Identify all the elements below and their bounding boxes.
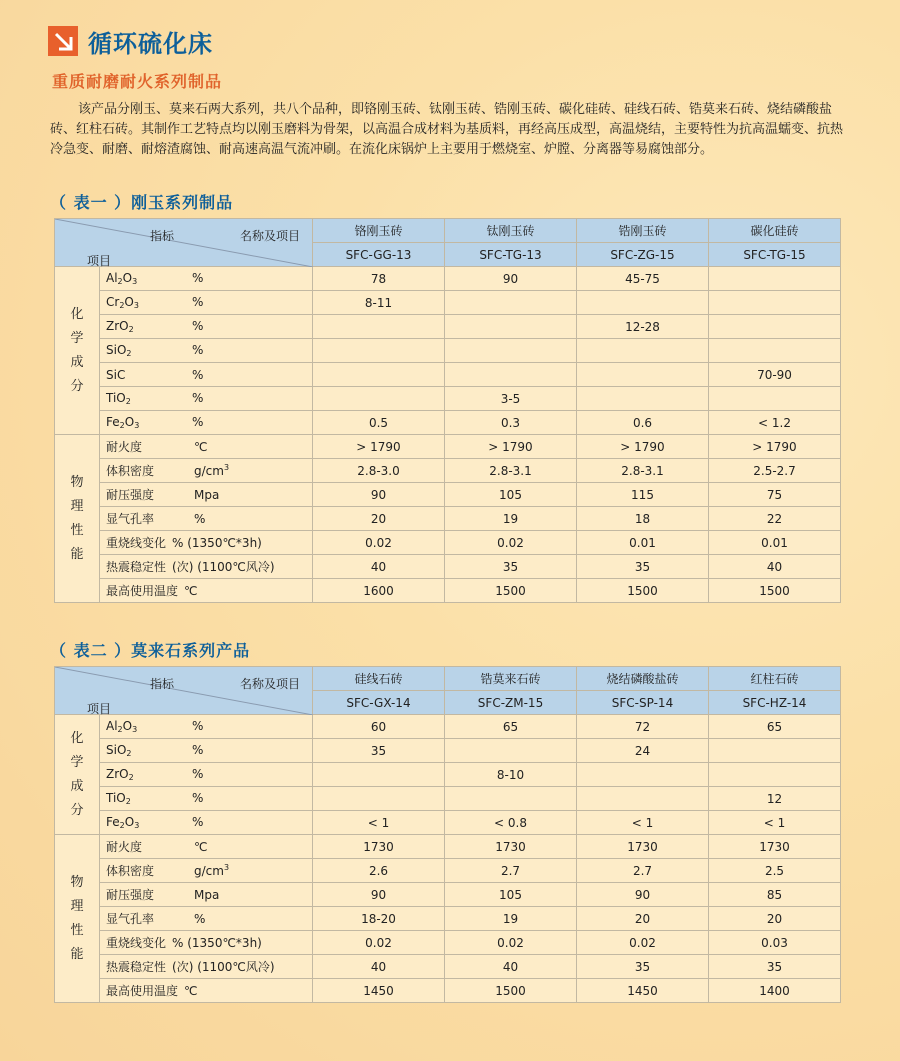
value-cell <box>445 787 577 811</box>
unit: % <box>192 367 204 382</box>
value-cell: 40 <box>313 955 445 979</box>
chem-row <box>55 763 841 787</box>
formula-cell <box>100 715 313 739</box>
value-cell <box>577 291 709 315</box>
value-cell: 1500 <box>445 579 577 603</box>
indicator-label: 指标 <box>150 229 175 243</box>
value-cell: 1450 <box>313 979 445 1003</box>
formula-part: 2 <box>125 797 131 806</box>
formula-part: 3 <box>132 725 138 734</box>
property-label: 显气孔率 <box>106 912 155 926</box>
value-cell <box>709 267 841 291</box>
value-cell <box>313 763 445 787</box>
phys-row <box>55 907 841 931</box>
value-cell: 0.5 <box>313 411 445 435</box>
value-cell: 40 <box>445 955 577 979</box>
property-label: 重烧线变化 <box>106 936 167 950</box>
section-header <box>48 24 213 58</box>
phys-row <box>55 531 841 555</box>
value-cell <box>445 739 577 763</box>
property-cell <box>100 579 313 603</box>
property-label: 显气孔率 <box>106 512 155 526</box>
formula-cell <box>100 291 313 315</box>
phys-row <box>55 931 841 955</box>
property-cell <box>100 979 313 1003</box>
value-cell: 20 <box>709 907 841 931</box>
value-cell: 105 <box>445 483 577 507</box>
property-label: 最高使用温度 <box>106 584 179 598</box>
formula <box>106 343 192 358</box>
unit: % <box>194 912 206 926</box>
chem-row <box>55 787 841 811</box>
mullite-spec-table <box>54 666 841 1003</box>
value-cell: 1730 <box>709 835 841 859</box>
value-cell: 35 <box>577 955 709 979</box>
item-label: 项目 <box>87 254 112 268</box>
formula-part: 2 <box>119 421 125 430</box>
phys-row <box>55 859 841 883</box>
formula-part: Fe <box>106 415 120 429</box>
formula <box>106 295 192 310</box>
value-cell: 0.6 <box>577 411 709 435</box>
formula-cell <box>100 787 313 811</box>
unit: g/cm <box>194 864 224 878</box>
value-cell <box>445 291 577 315</box>
product-code: SFC-SP-14 <box>577 691 709 715</box>
phys-row <box>55 955 841 979</box>
property-cell <box>100 435 313 459</box>
phys-category-cell <box>55 435 100 603</box>
value-cell <box>313 787 445 811</box>
value-cell: 1450 <box>577 979 709 1003</box>
phys-row <box>55 883 841 907</box>
value-cell: 1730 <box>313 835 445 859</box>
product-name: 红柱石砖 <box>709 667 841 691</box>
formula-part: 2 <box>117 277 123 286</box>
value-cell: 2.7 <box>445 859 577 883</box>
header-row <box>55 219 841 243</box>
value-cell: 0.01 <box>709 531 841 555</box>
phys-row <box>55 555 841 579</box>
value-cell: > 1790 <box>709 435 841 459</box>
formula <box>106 719 192 734</box>
formula-cell <box>100 267 313 291</box>
table2-title: （ 表二 ）莫来石系列产品 <box>50 641 251 660</box>
formula-part: O <box>124 295 134 309</box>
value-cell: > 1790 <box>313 435 445 459</box>
value-cell: 90 <box>577 883 709 907</box>
unit: % <box>192 343 204 357</box>
unit: % <box>192 719 204 733</box>
formula-part: TiO <box>106 391 126 405</box>
property-cell <box>100 459 313 483</box>
product-name: 锆莫来石砖 <box>445 667 577 691</box>
value-cell: 35 <box>445 555 577 579</box>
formula <box>106 368 192 382</box>
property-cell <box>100 907 313 931</box>
property-label: 体积密度 <box>106 464 155 478</box>
value-cell: 1600 <box>313 579 445 603</box>
value-cell: 2.7 <box>577 859 709 883</box>
formula-part: 3 <box>134 821 140 830</box>
product-name: 铬刚玉砖 <box>313 219 445 243</box>
property-cell <box>100 955 313 979</box>
formula-part: SiO <box>106 743 127 757</box>
value-cell: 90 <box>445 267 577 291</box>
property-cell <box>100 859 313 883</box>
unit: % <box>192 791 204 805</box>
formula-cell <box>100 763 313 787</box>
unit: % <box>192 271 204 285</box>
chem-row <box>55 291 841 315</box>
page-subtitle: 重质耐磨耐火系列制品 <box>52 72 223 91</box>
value-cell <box>577 363 709 387</box>
value-cell: 78 <box>313 267 445 291</box>
value-cell: 0.3 <box>445 411 577 435</box>
property-label: 耐压强度 <box>106 888 155 902</box>
value-cell: 90 <box>313 883 445 907</box>
value-cell: < 1 <box>709 811 841 835</box>
indicator-label: 指标 <box>150 677 175 691</box>
formula <box>106 743 192 758</box>
property-label: 耐火度 <box>106 840 143 854</box>
value-cell: 65 <box>709 715 841 739</box>
formula-part: 2 <box>117 725 123 734</box>
property-label: 最高使用温度 <box>106 984 179 998</box>
value-cell: 60 <box>313 715 445 739</box>
formula-part: 3 <box>132 277 138 286</box>
product-name: 锆刚玉砖 <box>577 219 709 243</box>
phys-row <box>55 835 841 859</box>
formula-part: O <box>124 815 135 829</box>
value-cell: 105 <box>445 883 577 907</box>
value-cell: < 0.8 <box>445 811 577 835</box>
value-cell: 115 <box>577 483 709 507</box>
product-name: 硅线石砖 <box>313 667 445 691</box>
value-cell: 75 <box>709 483 841 507</box>
property-cell <box>100 507 313 531</box>
product-code: SFC-ZG-15 <box>577 243 709 267</box>
product-code: SFC-TG-15 <box>709 243 841 267</box>
phys-row <box>55 483 841 507</box>
property-cell <box>100 531 313 555</box>
value-cell <box>445 363 577 387</box>
value-cell: 70-90 <box>709 363 841 387</box>
chem-row <box>55 411 841 435</box>
unit: ℃ <box>194 840 208 854</box>
property-cell <box>100 483 313 507</box>
value-cell: 0.02 <box>577 931 709 955</box>
formula-cell <box>100 363 313 387</box>
unit: % <box>192 295 204 309</box>
formula-part: 2 <box>119 301 125 310</box>
formula-part: 2 <box>128 773 134 782</box>
value-cell <box>709 387 841 411</box>
value-cell: 2.5-2.7 <box>709 459 841 483</box>
unit: (次) (1100℃风冷) <box>172 560 275 574</box>
phys-row <box>55 435 841 459</box>
value-cell: 24 <box>577 739 709 763</box>
phys-row <box>55 979 841 1003</box>
formula-part: 2 <box>128 325 134 334</box>
formula-part: 2 <box>125 397 131 406</box>
formula-part: SiO <box>106 343 127 357</box>
value-cell: > 1790 <box>445 435 577 459</box>
unit: Mpa <box>194 888 220 902</box>
product-name: 碳化硅砖 <box>709 219 841 243</box>
value-cell <box>313 387 445 411</box>
value-cell: 12 <box>709 787 841 811</box>
chem-row <box>55 715 841 739</box>
chem-row <box>55 267 841 291</box>
value-cell: 1500 <box>577 579 709 603</box>
phys-category-label: 物理性能 <box>70 874 84 962</box>
unit: % (1350℃*3h) <box>172 536 262 550</box>
chem-category-label: 化学成分 <box>70 730 84 818</box>
diagonal-header-cell <box>55 219 313 267</box>
value-cell: 18-20 <box>313 907 445 931</box>
value-cell: 20 <box>577 907 709 931</box>
chem-row <box>55 315 841 339</box>
chem-row <box>55 363 841 387</box>
phys-category-label: 物理性能 <box>70 474 84 562</box>
value-cell <box>709 339 841 363</box>
formula-part: O <box>124 415 135 429</box>
formula <box>106 815 192 830</box>
property-cell <box>100 883 313 907</box>
chem-row <box>55 811 841 835</box>
value-cell: 40 <box>709 555 841 579</box>
formula-part: Cr <box>106 295 120 309</box>
value-cell <box>313 339 445 363</box>
formula-part: Al <box>106 271 118 285</box>
formula <box>106 767 192 782</box>
value-cell: 3-5 <box>445 387 577 411</box>
value-cell: 40 <box>313 555 445 579</box>
formula-part: 2 <box>126 349 132 358</box>
formula-part: ZrO <box>106 767 129 781</box>
unit: % <box>192 319 204 333</box>
value-cell: 8-11 <box>313 291 445 315</box>
value-cell <box>445 315 577 339</box>
unit: Mpa <box>194 488 220 502</box>
unit: ℃ <box>184 984 198 998</box>
property-label: 重烧线变化 <box>106 536 167 550</box>
value-cell: 2.8-3.1 <box>445 459 577 483</box>
value-cell: 0.02 <box>313 931 445 955</box>
value-cell <box>445 339 577 363</box>
unit: % (1350℃*3h) <box>172 936 262 950</box>
value-cell: 85 <box>709 883 841 907</box>
product-code: SFC-TG-13 <box>445 243 577 267</box>
corundum-spec-table <box>54 218 841 603</box>
property-cell <box>100 555 313 579</box>
value-cell <box>577 387 709 411</box>
value-cell: 35 <box>577 555 709 579</box>
value-cell: 1730 <box>445 835 577 859</box>
unit: % <box>192 767 204 781</box>
value-cell: > 1790 <box>577 435 709 459</box>
unit: ℃ <box>184 584 198 598</box>
value-cell: 2.6 <box>313 859 445 883</box>
value-cell <box>577 787 709 811</box>
value-cell: 19 <box>445 507 577 531</box>
unit: % <box>192 415 204 429</box>
value-cell <box>709 739 841 763</box>
unit: % <box>192 391 204 405</box>
property-label: 耐压强度 <box>106 488 155 502</box>
product-code: SFC-HZ-14 <box>709 691 841 715</box>
formula-part: SiC <box>106 367 126 382</box>
value-cell: 1500 <box>445 979 577 1003</box>
chem-row <box>55 339 841 363</box>
formula <box>106 791 192 806</box>
product-code: SFC-GG-13 <box>313 243 445 267</box>
value-cell: 2.8-3.1 <box>577 459 709 483</box>
unit: % <box>194 512 206 526</box>
property-cell <box>100 835 313 859</box>
formula-part: TiO <box>106 791 126 805</box>
formula-part: Fe <box>106 815 120 829</box>
chem-category-label: 化学成分 <box>70 306 84 394</box>
value-cell <box>577 763 709 787</box>
phys-row <box>55 579 841 603</box>
formula <box>106 415 192 430</box>
value-cell: 35 <box>709 955 841 979</box>
property-label: 热震稳定性 <box>106 960 167 974</box>
value-cell: 90 <box>313 483 445 507</box>
unit-superscript: 3 <box>223 863 230 872</box>
value-cell <box>709 763 841 787</box>
value-cell: 19 <box>445 907 577 931</box>
value-cell: 0.02 <box>445 531 577 555</box>
formula-part: 2 <box>119 821 125 830</box>
product-code: SFC-GX-14 <box>313 691 445 715</box>
value-cell: 1730 <box>577 835 709 859</box>
table1-title: （ 表一 ）刚玉系列制品 <box>50 193 234 212</box>
formula-part: O <box>122 271 133 285</box>
value-cell <box>313 315 445 339</box>
value-cell: 1400 <box>709 979 841 1003</box>
phys-row <box>55 507 841 531</box>
value-cell: < 1 <box>313 811 445 835</box>
chem-category-cell <box>55 715 100 835</box>
value-cell <box>709 291 841 315</box>
page-title: 循环硫化床 <box>88 29 213 58</box>
chem-category-cell <box>55 267 100 435</box>
formula-cell <box>100 315 313 339</box>
formula-cell <box>100 411 313 435</box>
value-cell: 8-10 <box>445 763 577 787</box>
value-cell: 0.02 <box>445 931 577 955</box>
value-cell: < 1.2 <box>709 411 841 435</box>
diagonal-header-cell <box>55 667 313 715</box>
unit-superscript: 3 <box>223 463 230 472</box>
unit: % <box>192 743 204 757</box>
formula-cell <box>100 339 313 363</box>
formula <box>106 391 192 406</box>
value-cell: 2.5 <box>709 859 841 883</box>
value-cell: 1500 <box>709 579 841 603</box>
value-cell: 35 <box>313 739 445 763</box>
value-cell <box>577 339 709 363</box>
unit: g/cm <box>194 464 224 478</box>
product-name: 钛刚玉砖 <box>445 219 577 243</box>
formula-part: O <box>122 719 133 733</box>
property-label: 体积密度 <box>106 864 155 878</box>
property-cell <box>100 931 313 955</box>
formula-cell <box>100 387 313 411</box>
formula <box>106 319 192 334</box>
formula <box>106 271 192 286</box>
formula-part: 3 <box>133 301 139 310</box>
unit: (次) (1100℃风冷) <box>172 960 275 974</box>
value-cell: 72 <box>577 715 709 739</box>
item-label: 项目 <box>87 702 112 716</box>
formula-cell <box>100 811 313 835</box>
product-code: SFC-ZM-15 <box>445 691 577 715</box>
formula-part: Al <box>106 719 118 733</box>
product-name: 烧结磷酸盐砖 <box>577 667 709 691</box>
value-cell: 20 <box>313 507 445 531</box>
intro-paragraph: 该产品分刚玉、莫来石两大系列，共八个品种，即铬刚玉砖、钛刚玉砖、锆刚玉砖、碳化硅砖、硅线石砖、锆莫来石砖、烧结磷酸盐砖、红柱石砖。其制作工艺特点均以刚玉磨料为骨架，以高温合成材料为基质料，再经高压成型，高温烧结，主要特性为抗高温蠕变、抗热冷急变、耐磨、耐熔渣腐蚀、耐高速高温气流冲刷。在流化床锅炉上主要用于燃烧室、炉膛、分离器等易腐蚀部分。 <box>50 102 844 157</box>
arrow-down-right-icon <box>48 26 78 56</box>
property-label: 耐火度 <box>106 440 143 454</box>
phys-category-cell <box>55 835 100 1003</box>
formula-part: 2 <box>126 749 132 758</box>
property-label: 热震稳定性 <box>106 560 167 574</box>
name-item-label: 名称及项目 <box>240 229 301 243</box>
value-cell: 12-28 <box>577 315 709 339</box>
value-cell <box>709 315 841 339</box>
unit: % <box>192 815 204 829</box>
value-cell: 18 <box>577 507 709 531</box>
unit: ℃ <box>194 440 208 454</box>
value-cell <box>313 363 445 387</box>
chem-row <box>55 739 841 763</box>
value-cell: 45-75 <box>577 267 709 291</box>
chem-row <box>55 387 841 411</box>
formula-part: ZrO <box>106 319 129 333</box>
name-item-label: 名称及项目 <box>240 677 301 691</box>
value-cell: 0.01 <box>577 531 709 555</box>
header-row <box>55 667 841 691</box>
value-cell: 22 <box>709 507 841 531</box>
value-cell: 0.03 <box>709 931 841 955</box>
formula-cell <box>100 739 313 763</box>
phys-row <box>55 459 841 483</box>
value-cell: 2.8-3.0 <box>313 459 445 483</box>
formula-part: 3 <box>134 421 140 430</box>
value-cell: 65 <box>445 715 577 739</box>
value-cell: < 1 <box>577 811 709 835</box>
value-cell: 0.02 <box>313 531 445 555</box>
